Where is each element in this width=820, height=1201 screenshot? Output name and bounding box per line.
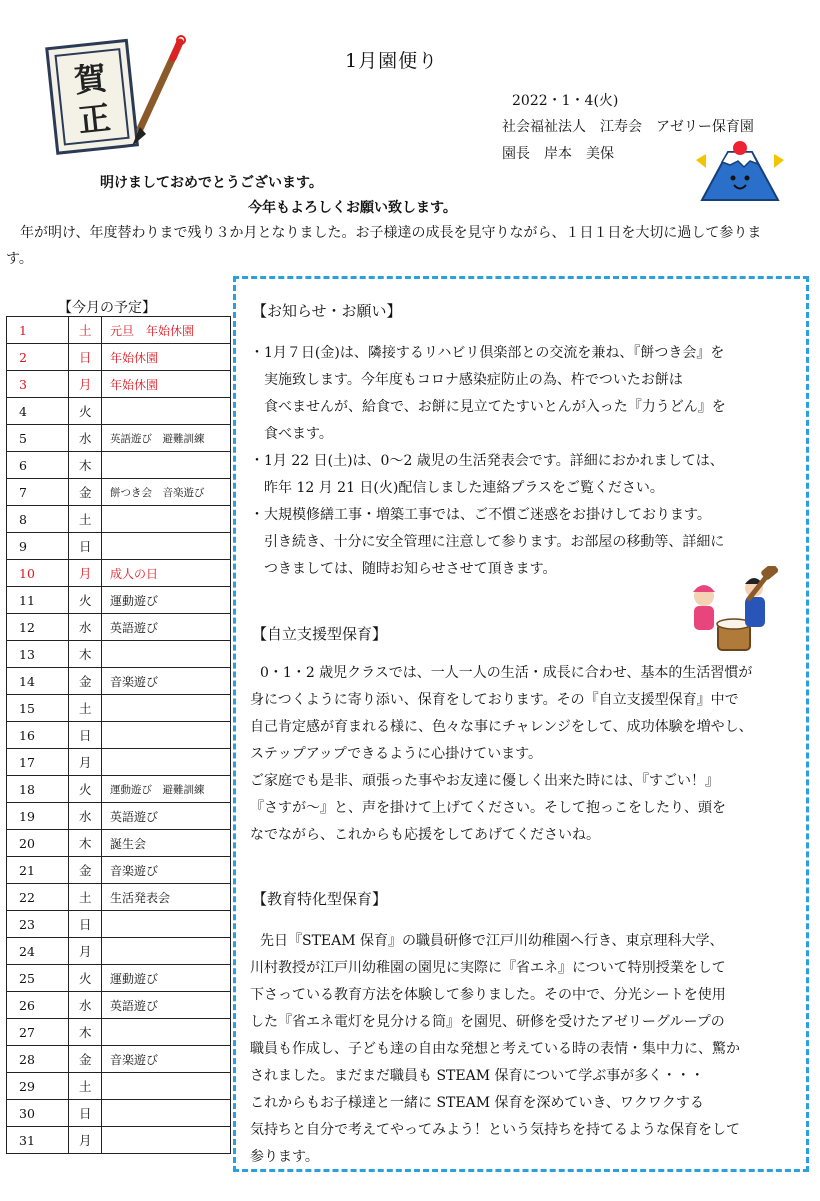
schedule-event: 音楽遊び [102,668,231,695]
schedule-weekday: 日 [69,1100,102,1127]
schedule-event: 年始休園 [102,344,231,371]
mochi-pounding-illustration [682,566,782,654]
schedule-row [7,371,231,398]
schedule-event [102,722,231,749]
schedule-event: 餅つき会 音楽遊び [102,479,231,506]
schedule-row [7,641,231,668]
schedule-day: 12 [7,614,69,641]
independence-line: 0・1・2 歳児クラスでは、一人一人の生活・成長に合わせ、基本的生活習慣が [260,665,753,681]
schedule-row [7,425,231,452]
schedule-weekday: 土 [69,317,102,344]
schedule-weekday: 土 [69,1073,102,1100]
notice-line: ・1月 22 日(土)は、0～2 歳児の生活発表会です。詳細におかれましては、 [250,453,724,469]
schedule-weekday: 木 [69,641,102,668]
independence-line: ご家庭でも是非、頑張った事やお友達に優しく出来た時には、『すごい！』 [250,773,719,789]
notice-line: 昨年 12 月 21 日(火)配信しました連絡プラスをご覧ください。 [264,480,664,496]
schedule-event [102,1100,231,1127]
schedule-event: 運動遊び [102,587,231,614]
schedule-day: 5 [7,425,69,452]
greeting-line-1: 明けましておめでとうございます。 [100,175,323,191]
notice-line: つきましては、随時お知らせさせて頂きます。 [264,561,557,577]
schedule-row [7,722,231,749]
schedule-day: 22 [7,884,69,911]
independence-line: 身につくように寄り添い、保育をしております。その『自立支援型保育』中で [250,692,739,708]
schedule-event: 成人の日 [102,560,231,587]
page-title: 1月園便り [345,50,439,72]
schedule-weekday: 日 [69,533,102,560]
notice-line: 食べませんが、給食で、お餅に見立てたすいとんが入った『力うどん』を [264,399,726,415]
schedule-day: 4 [7,398,69,425]
independence-body [250,660,805,849]
schedule-day: 7 [7,479,69,506]
schedule-event [102,938,231,965]
schedule-row [7,398,231,425]
schedule-day: 27 [7,1019,69,1046]
schedule-day: 31 [7,1127,69,1154]
schedule-row [7,614,231,641]
schedule-row [7,587,231,614]
schedule-day: 10 [7,560,69,587]
independence-line: 自己肯定感が育まれる様に、色々な事にチャレンジをして、成功体験を増やし、 [250,719,753,735]
education-line: 下さっている教育方法を体験して参りました。その中で、分光シートを使用 [250,987,726,1003]
education-heading: 【教育特化型保育】 [252,890,388,908]
schedule-row [7,857,231,884]
education-line: した『省エネ電灯を見分ける筒』を園児、研修を受けたアゼリーグループの [250,1014,725,1030]
schedule-day: 8 [7,506,69,533]
notice-line: ・1月７日(金)は、隣接するリハビリ倶楽部との交流を兼ね、『餅つき会』を [250,345,725,361]
schedule-row [7,1073,231,1100]
issue-date: 2022・1・4(火) [512,93,619,109]
schedule-weekday: 水 [69,425,102,452]
schedule-title: 【今月の予定】 [58,300,156,316]
schedule-weekday: 火 [69,398,102,425]
schedule-row [7,1100,231,1127]
schedule-row [7,1019,231,1046]
schedule-day: 3 [7,371,69,398]
schedule-weekday: 金 [69,668,102,695]
schedule-event [102,1019,231,1046]
schedule-row [7,479,231,506]
schedule-weekday: 土 [69,506,102,533]
schedule-weekday: 水 [69,614,102,641]
schedule-day: 21 [7,857,69,884]
education-line: これからもお子様達と一緒に STEAM 保育を深めていき、ワクワクする [250,1095,704,1111]
schedule-weekday: 日 [69,722,102,749]
schedule-event: 年始休園 [102,371,231,398]
schedule-row [7,938,231,965]
schedule-weekday: 月 [69,749,102,776]
schedule-weekday: 月 [69,560,102,587]
schedule-row [7,344,231,371]
schedule-event: 英語遊び [102,803,231,830]
education-line: 参ります。 [250,1149,319,1165]
schedule-weekday: 水 [69,803,102,830]
schedule-row [7,776,231,803]
education-body [250,928,805,1171]
schedule-weekday: 火 [69,965,102,992]
schedule-table [6,316,231,1154]
schedule-event [102,641,231,668]
notices-body [250,340,800,583]
independence-line: 『さすが～』と、声を掛けて上げてください。そして抱っこをしたり、頭を [250,800,726,816]
schedule-event [102,506,231,533]
schedule-day: 6 [7,452,69,479]
schedule-weekday: 木 [69,830,102,857]
schedule-weekday: 火 [69,587,102,614]
schedule-event: 英語遊び [102,614,231,641]
schedule-event: 英語遊び [102,992,231,1019]
schedule-row [7,830,231,857]
schedule-row [7,506,231,533]
schedule-event [102,749,231,776]
schedule-weekday: 木 [69,452,102,479]
education-line: 川村教授が江戸川幼稚園の園児に実際に『省エネ』について特別授業をして [250,960,726,976]
schedule-row [7,695,231,722]
schedule-event [102,911,231,938]
independence-heading: 【自立支援型保育】 [252,625,388,643]
notice-line: ・大規模修繕工事・増築工事では、ご不慣ご迷惑をお掛けしております。 [250,507,711,523]
schedule-row [7,560,231,587]
education-line: 先日『STEAM 保育』の職員研修で江戸川幼稚園へ行き、東京理科大学、 [260,933,724,949]
schedule-day: 15 [7,695,69,722]
schedule-row [7,533,231,560]
schedule-weekday: 金 [69,857,102,884]
schedule-row [7,668,231,695]
schedule-row [7,884,231,911]
schedule-day: 9 [7,533,69,560]
schedule-event: 音楽遊び [102,857,231,884]
schedule-event [102,1127,231,1154]
schedule-day: 25 [7,965,69,992]
director-name: 園長 岸本 美保 [502,146,614,162]
new-year-card-brush-illustration [40,34,190,159]
schedule-day: 29 [7,1073,69,1100]
schedule-day: 11 [7,587,69,614]
schedule-event [102,452,231,479]
schedule-weekday: 火 [69,776,102,803]
schedule-event [102,1073,231,1100]
schedule-weekday: 日 [69,344,102,371]
schedule-day: 16 [7,722,69,749]
schedule-event: 運動遊び [102,965,231,992]
schedule-weekday: 金 [69,479,102,506]
schedule-day: 24 [7,938,69,965]
notices-heading: 【お知らせ・お願い】 [252,302,402,320]
card-char-2: 正 [76,98,113,140]
schedule-row [7,992,231,1019]
schedule-event: 元旦 年始休園 [102,317,231,344]
mount-fuji-mascot-illustration [694,140,786,202]
schedule-day: 30 [7,1100,69,1127]
notice-line: 引き続き、十分に安全管理に注意して参ります。お部屋の移動等、詳細に [264,534,725,550]
schedule-event [102,533,231,560]
independence-line: なでながら、これからも応援をしてあげてくださいね。 [250,827,600,843]
schedule-weekday: 月 [69,1127,102,1154]
schedule-weekday: 土 [69,884,102,911]
schedule-day: 17 [7,749,69,776]
schedule-day: 19 [7,803,69,830]
schedule-day: 23 [7,911,69,938]
schedule-weekday: 月 [69,371,102,398]
schedule-event [102,695,231,722]
schedule-event: 英語遊び 避難訓練 [102,425,231,452]
organization-name: 社会福祉法人 江寿会 アゼリー保育園 [502,119,754,135]
education-line: 気持ちと自分で考えてやってみよう！という気持ちを持てるような保育をして [250,1122,740,1138]
schedule-event: 運動遊び 避難訓練 [102,776,231,803]
schedule-event: 音楽遊び [102,1046,231,1073]
schedule-day: 13 [7,641,69,668]
schedule-row [7,803,231,830]
independence-line: ステップアップできるように心掛けています。 [250,746,543,762]
schedule-day: 1 [7,317,69,344]
education-line: 職員も作成し、子ども達の自由な発想と考えている時の表情・集中力に、驚か [250,1041,740,1057]
greeting-line-2: 今年もよろしくお願い致します。 [248,200,457,216]
education-line: されました。まだまだ職員も STEAM 保育について学ぶ事が多く・・・ [250,1068,705,1084]
schedule-day: 28 [7,1046,69,1073]
schedule-day: 20 [7,830,69,857]
schedule-day: 26 [7,992,69,1019]
notice-line: 実施致します。今年度もコロナ感染症防止の為、杵でついたお餅は [264,372,683,388]
schedule-weekday: 月 [69,938,102,965]
schedule-row [7,1127,231,1154]
schedule-row [7,911,231,938]
schedule-event: 誕生会 [102,830,231,857]
schedule-weekday: 水 [69,992,102,1019]
schedule-day: 2 [7,344,69,371]
schedule-day: 14 [7,668,69,695]
schedule-weekday: 金 [69,1046,102,1073]
schedule-event: 生活発表会 [102,884,231,911]
schedule-weekday: 土 [69,695,102,722]
intro-paragraph: 年が明け、年度替わりまで残り３か月となりました。お子様達の成長を見守りながら、１日１日を大切に過して参ります。 [6,225,762,267]
schedule-event [102,398,231,425]
schedule-row [7,1046,231,1073]
schedule-row [7,317,231,344]
card-char-1: 賀 [72,58,109,100]
schedule-day: 18 [7,776,69,803]
schedule-row [7,965,231,992]
schedule-weekday: 木 [69,1019,102,1046]
schedule-weekday: 日 [69,911,102,938]
schedule-row [7,749,231,776]
notice-line: 食べます。 [264,426,333,442]
schedule-row [7,452,231,479]
